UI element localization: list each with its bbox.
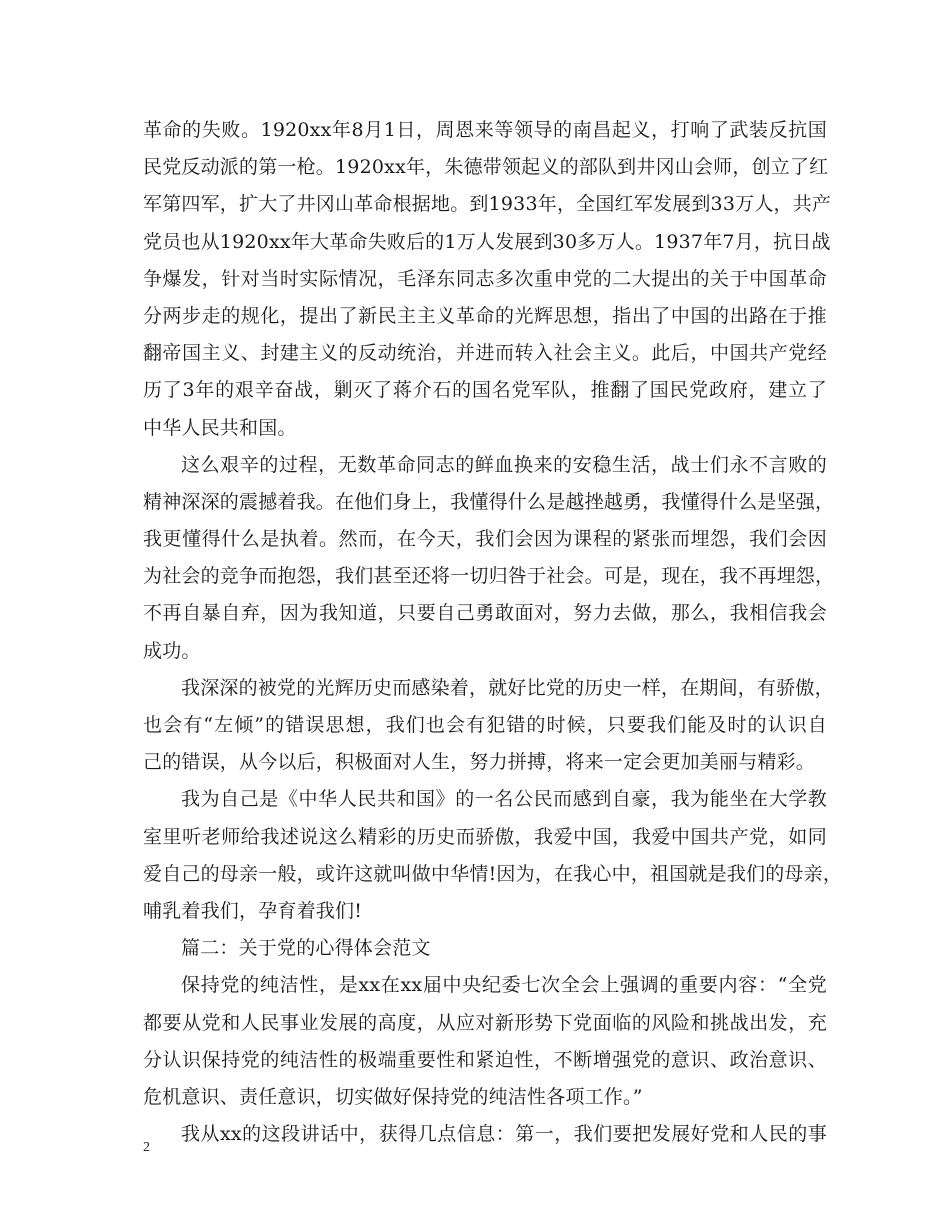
text-line: 室里听老师给我述说这么精彩的历史而骄傲，我爱中国，我爱中国共产党，如同 bbox=[143, 825, 827, 848]
text-line: 党员也从1920xx年大革命失败后的1万人发展到30多万人。1937年7月，抗日战 bbox=[143, 230, 831, 253]
text-line: 我深深的被党的光辉历史而感染着，就好比党的历史一样，在期间，有骄傲， bbox=[181, 676, 834, 699]
text-line: 分认识保持党的纯洁性的极端重要性和紧迫性，不断增强党的意识、政治意识、 bbox=[143, 1048, 827, 1071]
text-line: 哺乳着我们，孕育着我们! bbox=[143, 899, 363, 922]
text-line: 危机意识、责任意识，切实做好保持党的纯洁性各项工作。” bbox=[143, 1085, 643, 1108]
document-body bbox=[143, 112, 843, 1153]
text-line: 成功。 bbox=[143, 639, 201, 662]
text-line: 这么艰辛的过程，无数革命同志的鲜血换来的安稳生活，战士们永不言败的 bbox=[181, 453, 827, 476]
text-line: 也会有“左倾”的错误思想，我们也会有犯错的时候，只要我们能及时的认识自 bbox=[143, 714, 827, 736]
paragraph bbox=[143, 967, 827, 1116]
text-line: 精神深深的震撼着我。在他们身上，我懂得什么是越挫越勇，我懂得什么是坚强， bbox=[143, 490, 835, 513]
text-line: 都要从党和人民事业发展的高度，从应对新形势下党面临的风险和挑战出发，充 bbox=[143, 1011, 827, 1034]
text-line: 己的错误，从今以后，积极面对人生，努力拼搏，将来一定会更加美丽与精彩。 bbox=[143, 751, 816, 774]
text-line: 军第四军，扩大了井冈山革命根据地。到1933年，全国红军发展到33万人，共产 bbox=[143, 193, 832, 216]
paragraph bbox=[143, 112, 832, 447]
text-line: 中华人民共和国。 bbox=[143, 416, 297, 439]
text-line: 我为自己是《中华人民共和国》的一名公民而感到自豪，我为能坐在大学教 bbox=[181, 788, 827, 811]
text-line: 我从xx的这段讲话中，获得几点信息：第一，我们要把发展好党和人民的事 bbox=[181, 1123, 827, 1146]
paragraph bbox=[143, 781, 843, 930]
text-line: 历了3年的艰辛奋战，剿灭了蒋介石的国名党军队，推翻了国民党政府，建立了 bbox=[143, 379, 827, 402]
paragraph bbox=[143, 670, 834, 782]
text-line: 篇二：关于党的心得体会范文 bbox=[181, 937, 431, 960]
text-line: 翻帝国主义、封建主义的反动统治，并进而转入社会主义。此后，中国共产党经 bbox=[143, 342, 827, 365]
text-line: 爱自己的母亲一般，或许这就叫做中华情!因为，在我心中，祖国就是我们的母亲， bbox=[143, 862, 843, 885]
paragraph bbox=[143, 1116, 827, 1153]
text-line: 保持党的纯洁性，是xx在xx届中央纪委七次全会上强调的重要内容：“全党 bbox=[181, 974, 827, 997]
text-line: 争爆发，针对当时实际情况，毛泽东同志多次重申党的二大提出的关于中国革命 bbox=[143, 267, 827, 290]
paragraph bbox=[143, 447, 835, 670]
page-number: 2 bbox=[143, 1140, 150, 1155]
paragraph bbox=[143, 930, 827, 967]
text-line: 不再自暴自弃，因为我知道，只要自己勇敢面对，努力去做，那么，我相信我会 bbox=[143, 602, 827, 625]
text-line: 分两步走的规化，提出了新民主主义革命的光辉思想，指出了中国的出路在于推 bbox=[143, 304, 827, 327]
text-line: 革命的失败。1920xx年8月1日，周恩来等领导的南昌起义，打响了武装反抗国 bbox=[143, 119, 827, 141]
text-line: 为社会的竞争而抱怨，我们甚至还将一切归咎于社会。可是，现在，我不再埋怨， bbox=[143, 565, 835, 588]
text-line: 民党反动派的第一枪。1920xx年，朱德带领起义的部队到井冈山会师，创立了红 bbox=[143, 156, 829, 179]
text-line: 我更懂得什么是执着。然而，在今天，我们会因为课程的紧张而埋怨，我们会因 bbox=[143, 528, 827, 551]
